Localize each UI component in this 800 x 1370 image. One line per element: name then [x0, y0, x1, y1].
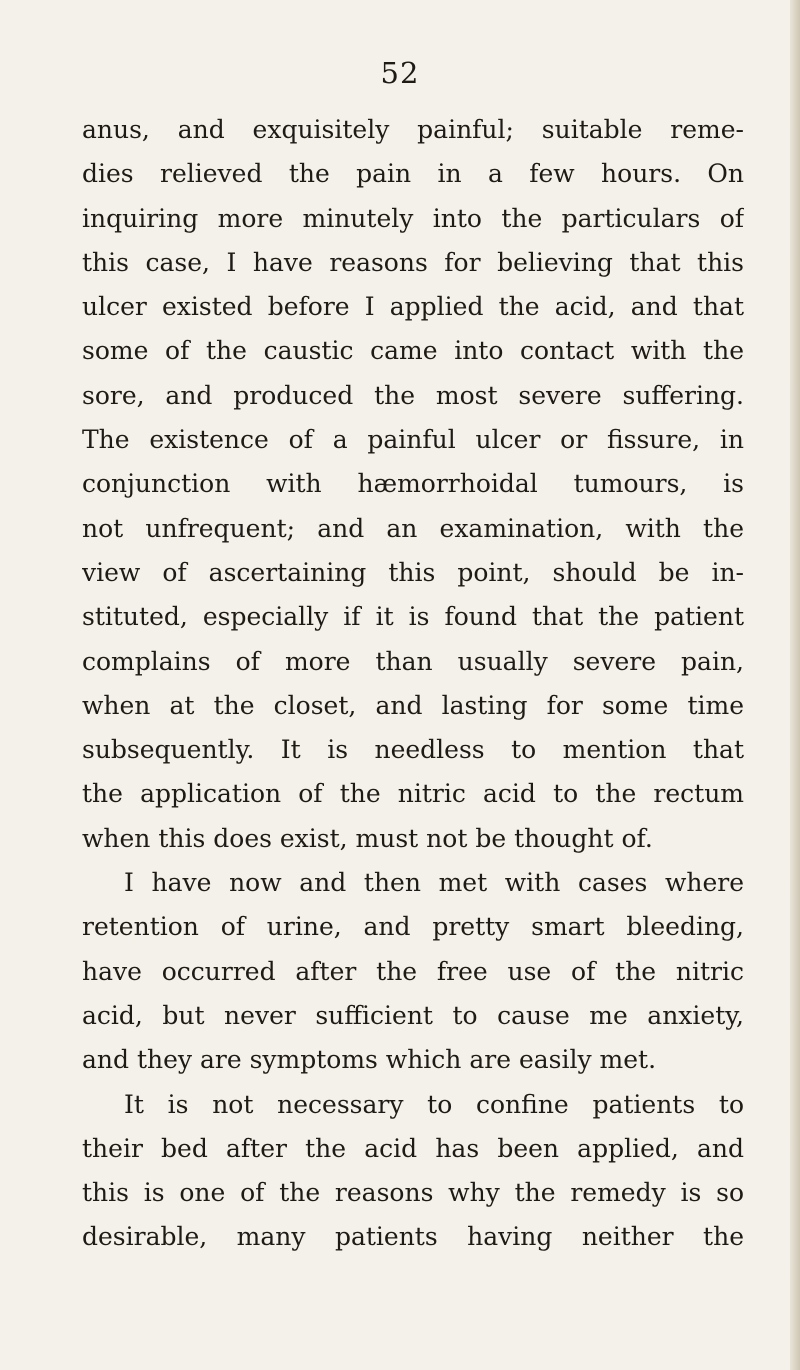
text-line: dies relieved the pain in a few hours. On: [82, 159, 744, 189]
text-line: subsequently. It is needless to mention that: [82, 735, 744, 765]
text-line: sore, and produced the most severe suffering.: [82, 380, 744, 410]
body-text: [82, 108, 744, 1260]
text-line: stituted, especially if it is found that the patient: [82, 602, 744, 632]
text-line: The existence of a painful ulcer or fissure, in: [82, 425, 744, 455]
text-line: when this does exist, must not be thought of.: [82, 823, 653, 853]
text-line: their bed after the acid has been applied, and: [82, 1133, 744, 1163]
text-line: I have now and then met with cases where: [124, 868, 744, 898]
text-line: this is one of the reasons why the remedy is so: [82, 1178, 744, 1208]
text-line: complains of more than usually severe pain,: [82, 646, 744, 676]
text-line: conjunction with hæmorrhoidal tumours, is: [82, 469, 744, 499]
text-line: view of ascertaining this point, should be in-: [82, 557, 744, 587]
text-line: and they are symptoms which are easily met.: [82, 1045, 657, 1075]
text-line: anus, and exquisitely painful; suitable reme-: [82, 115, 744, 144]
text-line: this case, I have reasons for believing that this: [82, 247, 744, 277]
text-line: desirable, many patients having neither the: [82, 1222, 744, 1252]
text-line: the application of the nitric acid to the rectum: [82, 779, 744, 809]
page-number: 52: [380, 56, 420, 90]
text-line: inquiring more minutely into the particulars of: [82, 203, 744, 233]
text-line: acid, but never sufficient to cause me anxiety,: [82, 1000, 744, 1030]
text-line: some of the caustic came into contact with the: [82, 336, 744, 366]
text-line: retention of urine, and pretty smart bleeding,: [82, 912, 744, 942]
text-line: ulcer existed before I applied the acid, and that: [82, 292, 744, 322]
text-line: when at the closet, and lasting for some time: [82, 690, 744, 720]
text-line: not unfrequent; and an examination, with the: [82, 513, 744, 543]
page-edge: [790, 0, 800, 1370]
text-line: have occurred after the free use of the nitric: [82, 956, 744, 986]
text-line: It is not necessary to confine patients to: [124, 1089, 744, 1119]
